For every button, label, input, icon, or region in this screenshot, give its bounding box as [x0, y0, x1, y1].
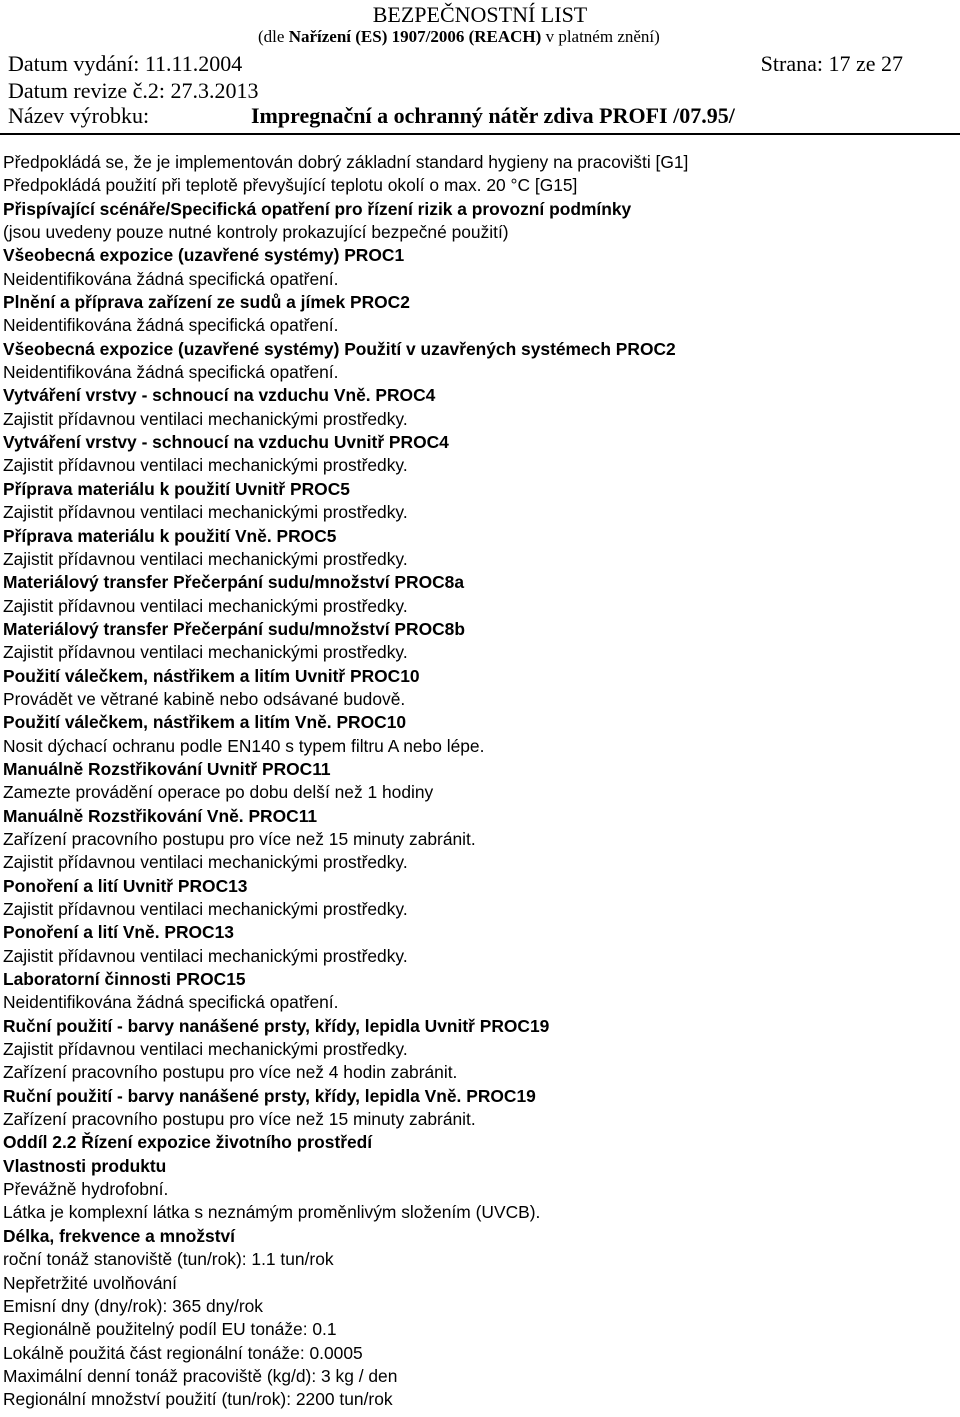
section-heading: Přispívající scénáře/Specifická opatření pro řízení rizik a provozní podmínky: [3, 198, 632, 219]
issue-date: Datum vydání: 11.11.2004: [8, 51, 243, 76]
section-heading: Ponoření a lití Vně. PROC13: [3, 922, 234, 943]
section-heading: Příprava materiálu k použití Uvnitř PROC5: [3, 478, 350, 499]
text-line: Nosit dýchací ochranu podle EN140 s typem filtru A nebo lépe.: [3, 735, 485, 756]
product-name: Impregnační a ochranný nátěr zdiva PROFI /07.95/: [251, 103, 735, 128]
text-line: Zajistit přídavnou ventilaci mechanickými prostředky.: [3, 595, 408, 616]
section-heading: Materiálový transfer Přečerpání sudu/množství PROC8b: [3, 618, 465, 639]
section-heading: Všeobecná expozice (uzavřené systémy) PROC1: [3, 245, 405, 266]
text-line: Zajistit přídavnou ventilaci mechanickými prostředky.: [3, 502, 408, 523]
section-heading: Použití válečkem, nástřikem a litím Uvnitř PROC10: [3, 665, 420, 686]
text-line: Nepřetržité uvolňování: [3, 1272, 177, 1293]
product-label: Název výrobku:: [8, 103, 150, 128]
text-line: roční tonáž stanoviště (tun/rok): 1.1 tun/rok: [3, 1249, 334, 1270]
text-line: Předpokládá použití při teplotě převyšující teplotu okolí o max. 20 °C [G15]: [3, 175, 578, 196]
text-line: Zajistit přídavnou ventilaci mechanickými prostředky.: [3, 899, 408, 919]
section-heading: Vytváření vrstvy - schnoucí na vzduchu Vně. PROC4: [3, 385, 436, 406]
section-heading: Všeobecná expozice (uzavřené systémy) Použití v uzavřených systémech PROC2: [3, 338, 676, 359]
document-body: [3, 151, 958, 1412]
regulation-prefix: (dle: [258, 27, 289, 46]
section-heading: Vlastnosti produktu: [3, 1155, 167, 1176]
section-heading: Vytváření vrstvy - schnoucí na vzduchu Uvnitř PROC4: [3, 432, 449, 453]
text-line: Zajistit přídavnou ventilaci mechanickými prostředky.: [3, 852, 408, 873]
text-line: Neidentifikována žádná specifická opatření.: [3, 268, 339, 289]
text-line: Provádět ve větrané kabině nebo odsávané budově.: [3, 688, 406, 709]
text-line: Regionálně použitelný podíl EU tonáže: 0.1: [3, 1319, 337, 1340]
text-line: Zajistit přídavnou ventilaci mechanickými prostředky.: [3, 1039, 408, 1060]
document-title: BEZPEČNOSTNÍ LIST: [372, 2, 588, 27]
text-line: Zamezte provádění operace po dobu delší než 1 hodiny: [3, 782, 434, 803]
text-line: (jsou uvedeny pouze nutné kontroly prokazující bezpečné použití): [3, 222, 509, 243]
section-heading: Ruční použití - barvy nanášené prsty, křídy, lepidla Vně. PROC19: [3, 1085, 536, 1106]
section-heading: Příprava materiálu k použití Vně. PROC5: [3, 525, 337, 546]
section-heading: Ponoření a lití Uvnitř PROC13: [3, 875, 248, 896]
text-line: Zajistit přídavnou ventilaci mechanickými prostředky.: [3, 408, 408, 429]
text-line: Zařízení pracovního postupu pro více než 15 minuty zabránit.: [3, 1109, 476, 1130]
section-heading: Použití válečkem, nástřikem a litím Vně. PROC10: [3, 712, 407, 733]
text-line: Emisní dny (dny/rok): 365 dny/rok: [3, 1295, 264, 1316]
text-line: Maximální denní tonáž pracoviště (kg/d): 3 kg / den: [3, 1365, 398, 1386]
section-heading: Plnění a příprava zařízení ze sudů a jímek PROC2: [3, 292, 410, 313]
section-heading: Laboratorní činnosti PROC15: [3, 969, 246, 990]
section-heading: Manuálně Rozstřikování Uvnitř PROC11: [3, 758, 331, 779]
regulation-name: Nařízení (ES) 1907/2006 (REACH): [288, 27, 542, 46]
page-number: Strana: 17 ze 27: [760, 51, 903, 76]
text-line: Neidentifikována žádná specifická opatření.: [3, 315, 339, 336]
section-heading: Ruční použití - barvy nanášené prsty, křídy, lepidla Uvnitř PROC19: [3, 1015, 550, 1036]
section-heading: Materiálový transfer Přečerpání sudu/množství PROC8a: [3, 572, 465, 593]
text-line: Zajistit přídavnou ventilaci mechanickými prostředky.: [3, 455, 408, 476]
text-line: Zařízení pracovního postupu pro více než 4 hodin zabránit.: [3, 1062, 458, 1083]
section-heading: Délka, frekvence a množství: [3, 1225, 235, 1246]
regulation-suffix: v platném znění): [541, 27, 660, 46]
text-line: Látka je komplexní látka s neznámým proměnlivým složením (UVCB).: [3, 1202, 541, 1223]
section-heading: Manuálně Rozstřikování Vně. PROC11: [3, 805, 318, 826]
text-line: Neidentifikována žádná specifická opatření.: [3, 992, 339, 1013]
text-line: Zajistit přídavnou ventilaci mechanickými prostředky.: [3, 945, 408, 966]
text-line: Lokálně použitá část regionální tonáže: 0.0005: [3, 1342, 363, 1363]
text-line: Předpokládá se, že je implementován dobrý základní standard hygieny na pracovišti [G1]: [3, 152, 689, 172]
regulation-reference: [258, 27, 660, 47]
header-divider: [0, 133, 960, 135]
revision-date: Datum revize č.2: 27.3.2013: [8, 78, 259, 103]
header-row-issue: [8, 51, 903, 77]
text-line: Regionální množství použití (tun/rok): 2200 tun/rok: [3, 1389, 393, 1410]
text-line: Zajistit přídavnou ventilaci mechanickými prostředky.: [3, 642, 408, 663]
text-line: Zařízení pracovního postupu pro více než 15 minuty zabránit.: [3, 828, 476, 849]
text-line: Neidentifikována žádná specifická opatření.: [3, 362, 339, 383]
text-line: Zajistit přídavnou ventilaci mechanickými prostředky.: [3, 548, 408, 569]
section-heading: Oddíl 2.2 Řízení expozice životního prostředí: [3, 1132, 373, 1153]
text-line: Převážně hydrofobní.: [3, 1179, 169, 1200]
